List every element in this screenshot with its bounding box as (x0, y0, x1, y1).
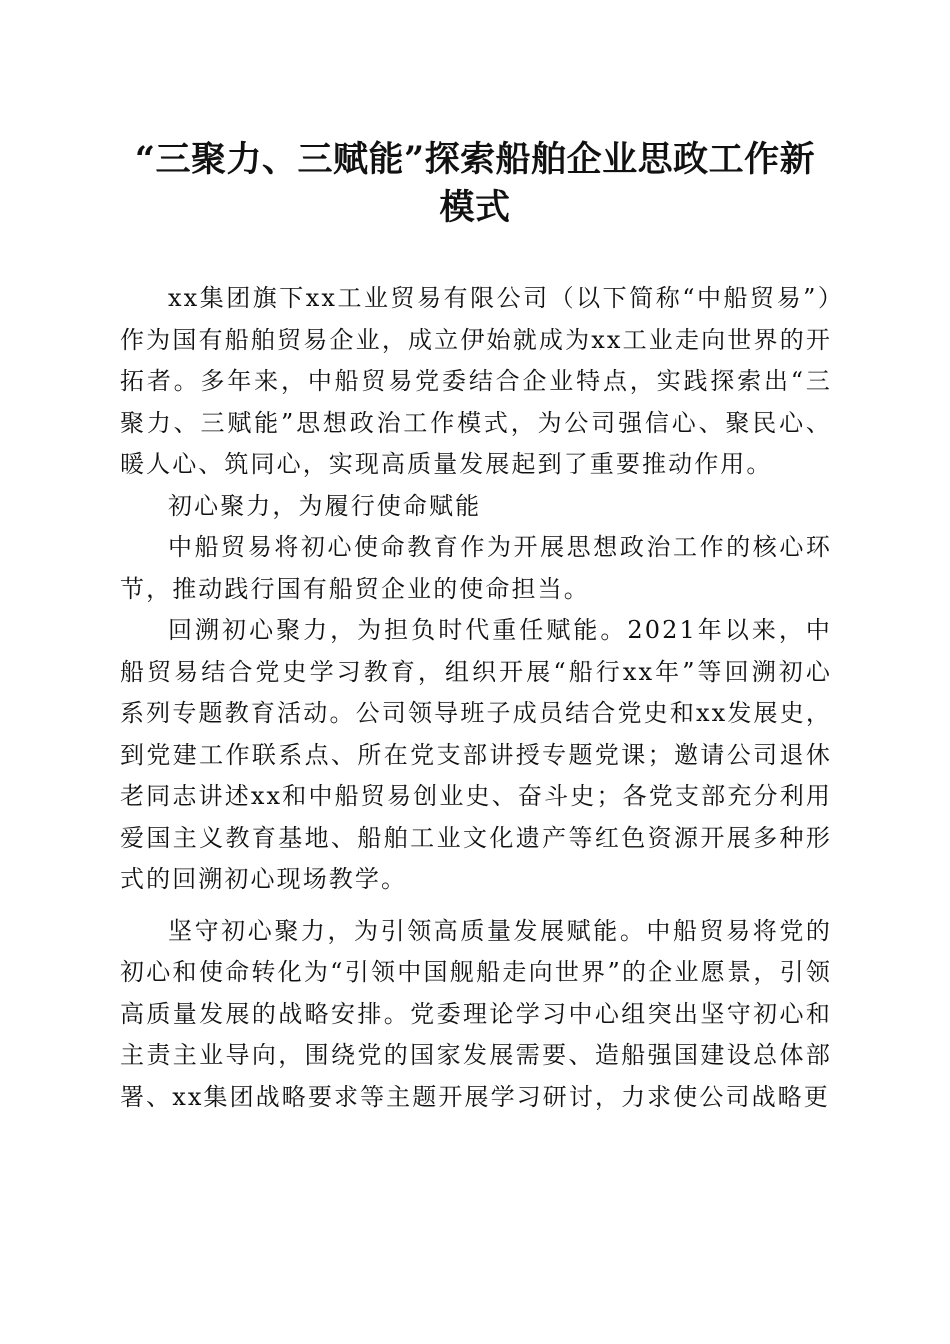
document-title (100, 136, 850, 232)
title-line-2: 模式 (439, 187, 511, 228)
paragraph-keep-origin: 坚守初心聚力，为引领高质量发展赋能。中船贸易将党的初心和使命转化为“引领中国舰船走向世界”的企业愿景，引领高质量发展的战略安排。党委理论学习中心组突出坚守初心和主责主业导向，围绕党的国家发展需要、造船强国建设总体部署、xx集团战略要求等主题开展学习研讨，力求使公司战略更 (120, 916, 832, 1111)
section-heading: 初心聚力，为履行使命赋能 (168, 491, 482, 520)
title-line-1: “三聚力、三赋能”探索船舶企业思政工作新 (134, 139, 816, 180)
paragraph-section-intro: 中船贸易将初心使命教育作为开展思想政治工作的核心环节，推动践行国有船贸企业的使命担当。 (120, 533, 832, 603)
paragraph-gap (120, 901, 832, 911)
paragraph-intro: xx集团旗下xx工业贸易有限公司（以下简称“中船贸易”）作为国有船舶贸易企业，成立伊始就成为xx工业走向世界的开拓者。多年来，中船贸易党委结合企业特点，实践探索出“三聚力、三赋能”思想政治工作模式，为公司强信心、聚民心、暖人心、筑同心，实现高质量发展起到了重要推动作用。 (120, 284, 832, 478)
document-body (120, 278, 832, 1118)
paragraph-retrace-origin: 回溯初心聚力，为担负时代重任赋能。2021年以来，中船贸易结合党史学习教育，组织开展“船行xx年”等回溯初心系列专题教育活动。公司领导班子成员结合党史和xx发展史，到党建工作联系点、所在党支部讲授专题党课；邀请公司退休老同志讲述xx和中船贸易创业史、奋斗史；各党支部充分利用爱国主义教育基地、船舶工业文化遗产等红色资源开展多种形式的回溯初心现场教学。 (120, 616, 832, 893)
